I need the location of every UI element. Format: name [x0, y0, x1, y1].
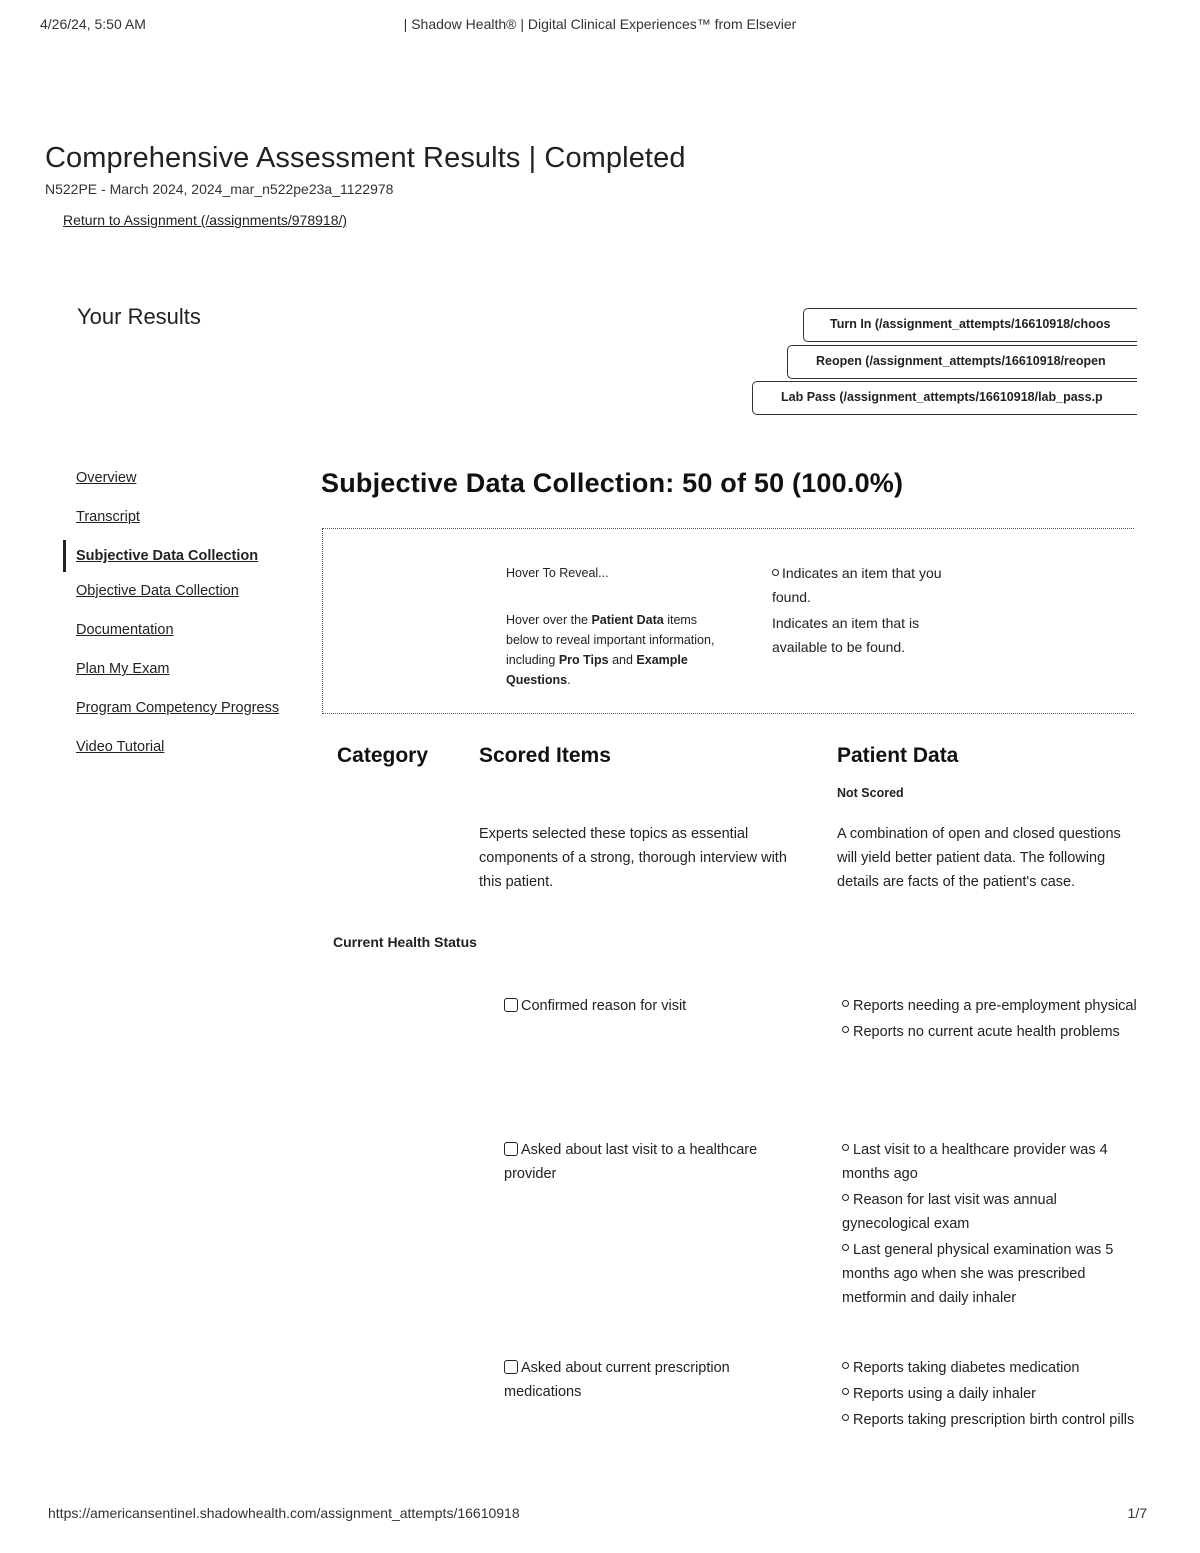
- found-bullet-icon: [842, 1362, 849, 1369]
- scored-item: [504, 1138, 794, 1186]
- legend-found-text: Indicates an item that you found.: [772, 565, 942, 605]
- patient-data-item[interactable]: [842, 1382, 1137, 1406]
- hint-text: [506, 610, 731, 690]
- scored-items-description: Experts selected these topics as essential components of a strong, thorough interview with this patient.: [479, 826, 787, 890]
- patient-data-description-line: A combination of open and closed questions: [837, 826, 1121, 842]
- patient-data-item[interactable]: [842, 1188, 1137, 1236]
- return-to-assignment-link[interactable]: Return to Assignment (/assignments/978918/): [63, 212, 348, 228]
- not-scored-label: Not Scored: [837, 786, 904, 800]
- sidebar-item-subjective-data-collection[interactable]: Subjective Data Collection: [63, 540, 313, 572]
- print-page-number: 1/7: [1127, 1505, 1147, 1521]
- scored-item-label: Confirmed reason for visit: [521, 998, 687, 1014]
- print-date: 4/26/24, 5:50 AM: [40, 16, 146, 32]
- your-results-heading: Your Results: [77, 304, 201, 329]
- scored-item-label: Asked about current prescription medications: [504, 1360, 730, 1400]
- checkbox-icon: [504, 1360, 518, 1374]
- print-footer: [0, 1505, 1200, 1525]
- hint-text-bold: Pro Tips: [558, 653, 609, 667]
- scored-item: [504, 1356, 794, 1404]
- patient-data-item[interactable]: [842, 1408, 1137, 1432]
- patient-fact: Last general physical examination was 5 months ago when she was prescribed metformin and daily inhaler: [842, 1242, 1114, 1306]
- patient-data-list: [842, 994, 1137, 1046]
- patient-data-list: [842, 1356, 1137, 1434]
- scored-item-label: Asked about last visit to a healthcare provider: [504, 1142, 758, 1182]
- found-bullet-icon: [842, 1244, 849, 1251]
- page-subtitle: N522PE - March 2024, 2024_mar_n522pe23a_1122978: [45, 181, 394, 197]
- lab-pass-button[interactable]: Lab Pass (/assignment_attempts/16610918/lab_pass.p: [752, 381, 1137, 415]
- found-bullet-icon: [842, 1144, 849, 1151]
- sidebar-item-overview[interactable]: Overview: [76, 470, 137, 486]
- sidebar-item-transcript[interactable]: Transcript: [76, 509, 140, 525]
- checkbox-icon: [504, 1142, 518, 1156]
- scored-item: [504, 994, 794, 1018]
- patient-data-item[interactable]: [842, 1138, 1137, 1186]
- sidebar-item-plan-my-exam[interactable]: Plan My Exam: [76, 661, 170, 677]
- patient-data-description-line: will yield better patient data. The following: [837, 850, 1106, 866]
- hint-title: Hover To Reveal...: [506, 566, 609, 580]
- found-bullet-icon: [842, 1000, 849, 1007]
- patient-data-item[interactable]: [842, 994, 1137, 1018]
- patient-fact: Last visit to a healthcare provider was 4 months ago: [842, 1142, 1108, 1182]
- hint-text-bold: Patient Data: [591, 613, 664, 627]
- checkbox-icon: [504, 998, 518, 1012]
- patient-data-description-line: details are facts of the patient's case.: [837, 874, 1076, 890]
- legend-available: [772, 611, 947, 659]
- category-current-health-status: Current Health Status: [333, 934, 477, 950]
- reopen-button[interactable]: Reopen (/assignment_attempts/16610918/reopen: [787, 345, 1137, 379]
- legend-found: [772, 561, 947, 609]
- hint-text-part: Hover over the: [506, 613, 592, 627]
- page-title: Comprehensive Assessment Results | Completed: [45, 142, 686, 174]
- patient-data-item[interactable]: [842, 1020, 1137, 1044]
- hint-text-part: and: [608, 653, 637, 667]
- patient-fact: Reports taking diabetes medication: [853, 1360, 1080, 1376]
- patient-data-description: [837, 822, 1137, 894]
- print-header: [0, 16, 1200, 36]
- found-bullet-icon: [842, 1194, 849, 1201]
- found-bullet-icon: [842, 1414, 849, 1421]
- print-title: | Shadow Health® | Digital Clinical Experiences™ from Elsevier: [403, 16, 797, 32]
- legend-available-text: Indicates an item that is available to be found.: [772, 615, 920, 655]
- print-url: https://americansentinel.shadowhealth.com/assignment_attempts/16610918: [48, 1505, 520, 1521]
- found-bullet-icon: [842, 1026, 849, 1033]
- patient-fact: Reports needing a pre-employment physical: [853, 998, 1137, 1014]
- column-header-category: Category: [337, 744, 429, 767]
- patient-data-list: [842, 1138, 1137, 1312]
- sidebar-item-documentation[interactable]: Documentation: [76, 622, 174, 638]
- found-bullet-icon: [842, 1388, 849, 1395]
- turn-in-button[interactable]: Turn In (/assignment_attempts/16610918/choos: [803, 308, 1137, 342]
- sidebar-item-objective-data-collection[interactable]: Objective Data Collection: [76, 583, 239, 599]
- patient-fact: Reports no current acute health problems: [853, 1024, 1120, 1040]
- column-header-patient-data: Patient Data: [837, 744, 959, 767]
- sidebar-item-video-tutorial[interactable]: Video Tutorial: [76, 739, 165, 755]
- sidebar-item-program-competency-progress[interactable]: Program Competency Progress: [76, 700, 280, 716]
- patient-fact: Reports using a daily inhaler: [853, 1386, 1036, 1402]
- hint-text-part: items below to reveal important information, including: [506, 613, 715, 667]
- found-bullet-icon: [772, 569, 779, 576]
- patient-data-item[interactable]: [842, 1356, 1137, 1380]
- patient-fact: Reason for last visit was annual gynecological exam: [842, 1192, 1057, 1232]
- sidebar-nav: [63, 466, 313, 774]
- patient-data-item[interactable]: [842, 1238, 1137, 1310]
- patient-fact: Reports taking prescription birth control pills: [853, 1412, 1135, 1428]
- column-header-scored-items: Scored Items: [479, 744, 611, 767]
- hint-text-bold: Example Questions: [506, 653, 688, 687]
- hint-text-part: .: [567, 673, 571, 687]
- section-heading: Subjective Data Collection: 50 of 50 (100.0%): [321, 468, 904, 498]
